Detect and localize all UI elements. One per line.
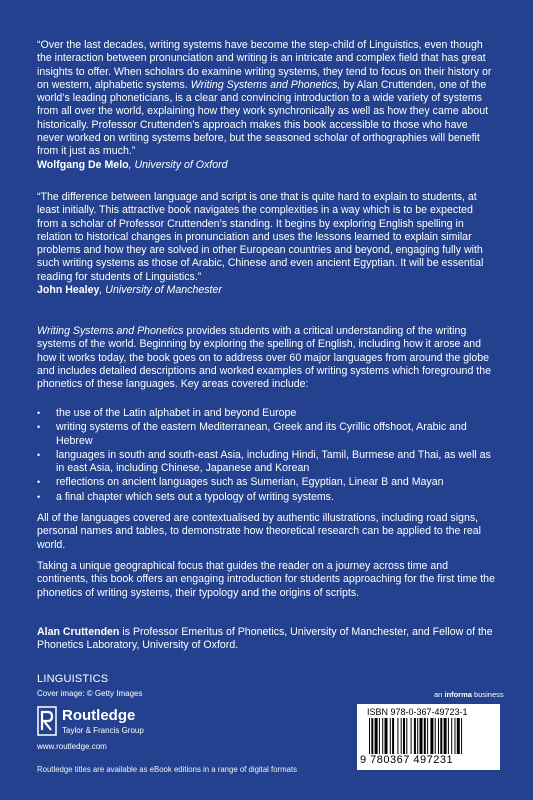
author-bio-text: is Professor Emeritus of Phonetics, University of Manchester, and Fellow of the Phonetics Laboratory, University of Oxford. bbox=[37, 626, 493, 652]
barcode-bars bbox=[369, 718, 493, 754]
quote-1-text-b: by Alan Cruttenden, one of the world’s leading phoneticians, is a clear and convincing introduction to a wide variety of systems from all over the world, explaining how they work synchronically as well as how they came about historically. Professor Cruttenden’s approach makes this book accessible to those who have never worked on writing systems before, but the seasoned scholar of orthographies will benefit from it just as much.” bbox=[37, 78, 489, 158]
quote-2-affiliation: , University of Manchester bbox=[99, 284, 222, 297]
illustrations-paragraph: All of the languages covered are contextualised by authentic illustrations, including road signs, personal names and tables, to demonstrate how theoretical research can be applied to the real world. bbox=[37, 512, 482, 551]
routledge-logo-icon bbox=[37, 706, 57, 736]
publisher-group: Taylor & Francis Group bbox=[62, 726, 144, 735]
isbn-barcode bbox=[357, 704, 500, 770]
quote-1-affiliation: , University of Oxford bbox=[128, 158, 228, 171]
publisher-block bbox=[37, 703, 197, 743]
informa-suffix: business bbox=[471, 690, 504, 699]
quote-1-author: Wolfgang De Melo bbox=[37, 158, 129, 171]
quote-1-book-title: Writing Systems and Phonetics, bbox=[190, 78, 341, 91]
cover-image-credit: Cover image: © Getty Images bbox=[37, 689, 143, 698]
focus-paragraph: Taking a unique geographical focus that guides the reader on a journey across time and continents, this book offers an engaging introduction for students approaching for the first time the phonetics of writing systems, their typology and the origins of scripts. bbox=[37, 560, 495, 599]
publisher-url[interactable]: www.routledge.com bbox=[37, 742, 107, 751]
quote-1-text-a: “Over the last decades, writing systems have become the step-child of Linguistics, even though the interaction between pronunciation and writing is an intricate and complex field that has great insights to offer. When scholars do examine writing systems, they tend to focus on their history or on western, alphabetic systems. bbox=[37, 39, 492, 91]
barcode-digits: 9 780367 497231 bbox=[360, 754, 454, 766]
publisher-name: Routledge bbox=[62, 707, 136, 724]
ebook-availability-note: Routledge titles are available as eBook editions in a range of digital formats bbox=[37, 765, 298, 774]
informa-brand: informa bbox=[444, 690, 472, 699]
list-item: • reflections on ancient languages such as Sumerian, Egyptian, Linear B and Mayan bbox=[37, 476, 497, 489]
description-text: provides students with a critical understanding of the writing systems of the world. Beginning by exploring the spelling of English, including how it arose and how it works today, the book goes on to address over 60 major languages from around the globe and includes detailed descriptions and worked examples of writing systems which foreground the phonetics of these languages. Key areas covered include: bbox=[37, 325, 492, 391]
author-name: Alan Cruttenden bbox=[37, 626, 120, 638]
informa-business-label bbox=[434, 690, 504, 699]
informa-prefix: an bbox=[434, 690, 445, 699]
description-book-title: Writing Systems and Phonetics bbox=[37, 325, 184, 337]
list-item: • the use of the Latin alphabet in and beyond Europe bbox=[37, 407, 497, 420]
author-bio bbox=[37, 626, 497, 653]
isbn-label: ISBN 978-0-367-49723-1 bbox=[367, 707, 468, 717]
book-description bbox=[37, 325, 497, 391]
list-item: • languages in south and south-east Asia, including Hindi, Tamil, Burmese and Thai, as well as in east Asia, including Chinese, Japanese and Korean bbox=[37, 449, 497, 476]
key-areas-list bbox=[37, 407, 497, 505]
review-quote-2 bbox=[37, 191, 497, 297]
subject-label: LINGUISTICS bbox=[37, 673, 109, 685]
list-item: • writing systems of the eastern Mediterranean, Greek and its Cyrillic offshoot, Arabic and Hebrew bbox=[37, 421, 497, 448]
list-item: • a final chapter which sets out a typology of writing systems. bbox=[37, 491, 497, 504]
quote-2-author: John Healey bbox=[37, 284, 100, 297]
quote-2-text: “The difference between language and script is one that is quite hard to explain to students, at least initially. This attractive book navigates the complexities in a way which is to be expected from a scholar of Professor Cruttenden’s standing. It begins by exploring English spelling in relation to historical changes in pronunciation and uses the lessons learned to explain similar problems and how they are solved in other European countries and beyond, engaging fully with such writing systems as those of Arabic, Chinese and even ancient Egyptian. It will be essential reading for students of Linguistics.” bbox=[37, 191, 484, 283]
review-quote-1 bbox=[37, 39, 497, 172]
